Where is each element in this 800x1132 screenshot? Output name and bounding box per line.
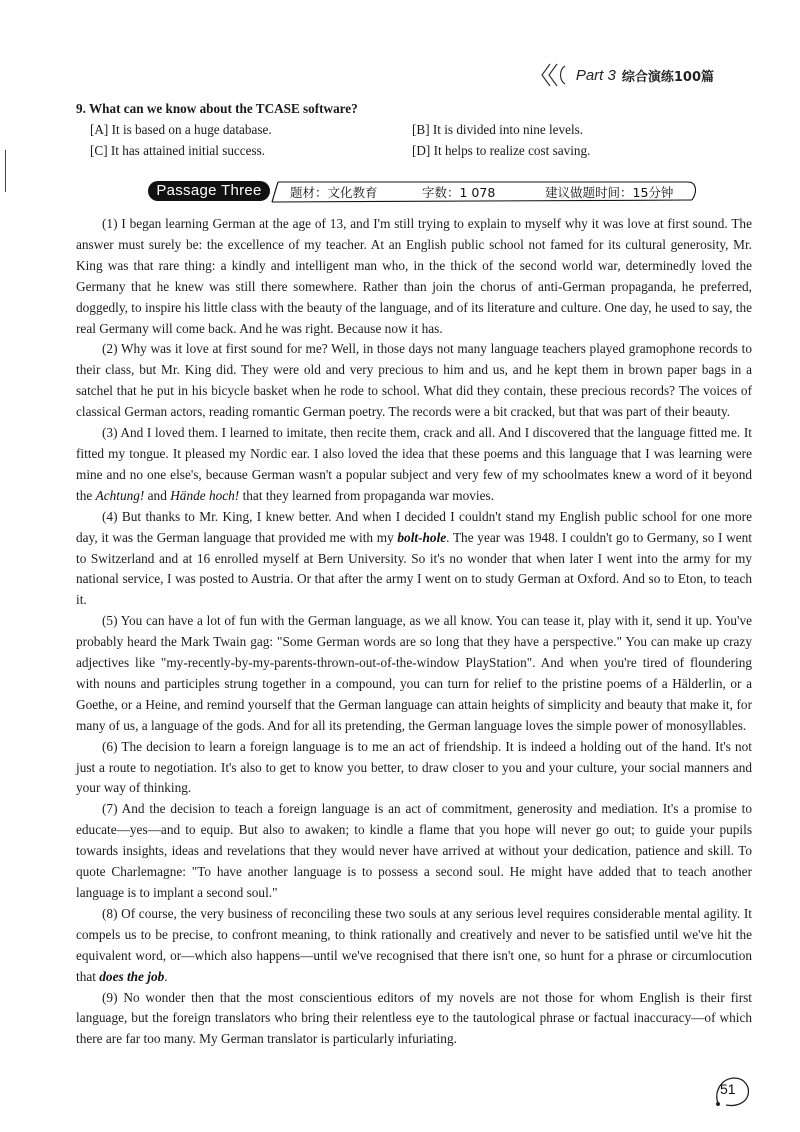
- passage-banner: [140, 178, 700, 204]
- part-label: Part 3: [575, 66, 616, 84]
- paragraph-3-text-a: (3) And I loved them. I learned to imitate, then recite them, crack and all. And I discovered that the language fitted me. It fitted my tongue. It pleased my Nordic ear. I also loved the idea that these poems and this language that I was learning were mine and no one else's, because German wasn't a popular subject and very few of my schoolmates knew a word of it beyond the: [76, 425, 752, 503]
- option-c[interactable]: [C] It has attained initial success.: [90, 143, 266, 158]
- bold-bolt-hole: bolt-hole: [397, 529, 447, 545]
- bold-does-the-job: does the job: [99, 968, 165, 984]
- passage-body: [76, 214, 752, 1050]
- question-options: [76, 122, 726, 166]
- italic-haende-hoch: Hände hoch!: [170, 487, 240, 503]
- question-stem: 9. What can we know about the TCASE software?: [76, 101, 358, 116]
- paragraph-7: (7) And the decision to teach a foreign language is an act of commitment, generosity and mediation. It's a promise to educate—yes—and to equip. But also to awaken; to kindle a flame that you hope will never go out; to guide your pupils towards insights, ideas and revelations that they would never have arrived at without your dedication, patience and skill. To quote Charlemagne: "To have another language is to possess a second soul. He might have added that to teach another language is to implant a second soul.": [76, 801, 752, 900]
- part-title: 综合演练100篇: [621, 69, 714, 85]
- running-header: [540, 62, 714, 88]
- suggested-time: 建议做题时间：15分钟: [545, 185, 674, 200]
- option-b[interactable]: [B] It is divided into nine levels.: [412, 122, 584, 137]
- paragraph-2: (2) Why was it love at first sound for me? Well, in those days not many language teachers played gramophone records to their class, but Mr. King did. They were old and very precious to him and us, and he kept them in brown paper bags in a satchel that he put in his bicycle basket when he rode to school. What did they contain, these precious records? The voices of classical German actors, reading romantic German poetry. The records were a bit cracked, but that was part of their beauty.: [76, 341, 752, 420]
- paragraph-8: [76, 904, 752, 988]
- paragraph-1: (1) I began learning German at the age of 13, and I'm still trying to explain to myself why it was love at first sound. The answer must surely be: the excellence of my teacher. At an English public school not famed for its cultural generosity, Mr. King was that rare thing: a kindly and intelligent man who, in the thick of the second world war, determinedly loved the Germany that he knew was still there somewhere. Rather than join the chorus of anti-German propaganda, he preferred, doggedly, to inspire his little class with the beauty of the language, and of its literature and culture. One day, he used to say, the real Germany will come back. And he was right. Because now it has.: [76, 216, 752, 336]
- paragraph-3-text-c: that they learned from propaganda war movies.: [239, 487, 495, 503]
- double-bracket-icon: [540, 62, 570, 88]
- paragraph-3-text-b: and: [144, 487, 171, 503]
- paragraph-4: [76, 507, 752, 612]
- question-9: [76, 101, 726, 166]
- paragraph-6: (6) The decision to learn a foreign language is to me an act of friendship. It is indeed a holding out of the hand. It's not just a route to negotiation. It's also to get to know you better, to draw closer to you and your culture, your social manners and your way of thinking.: [76, 738, 752, 796]
- word-count: 字数：1 078: [422, 185, 496, 200]
- paragraph-4-text-b: . The year was 1948. I couldn't go to Germany, so I went to Switzerland and at 16 enrolled myself at Bern University. So it's no wonder that when later I went into the army for my national service, I was posted to Austria. Or that after the army I went on to study German at Oxford. And so to Eton, to teach it.: [76, 529, 752, 608]
- paragraph-8-text-a: (8) Of course, the very business of reconciling these two souls at any serious level requires considerable mental agility. It compels us to be precise, to confront meaning, to think rationally and creatively and never to be satisfied until we've hit the equivalent word, or—which also happens—until we've recognised that there isn't one, so hunt for a phrase or circumlocution that: [76, 905, 752, 984]
- option-a[interactable]: [A] It is based on a huge database.: [90, 122, 272, 137]
- paragraph-9: (9) No wonder then that the most conscientious editors of my novels are not those for whom English is their first language, but the foreign translators who bring their relentless eye to the tautological phrase or factual inaccuracy—of which there are far too many. My German translator is particularly infuriating.: [76, 989, 752, 1047]
- paragraph-3: [76, 423, 752, 507]
- paragraph-4-text-a: (4) But thanks to Mr. King, I knew better. And when I decided I couldn't stand my English public school for one more day, it was the German language that provided me with my: [76, 508, 752, 545]
- italic-achtung: Achtung!: [95, 487, 145, 503]
- margin-rule: [5, 150, 6, 192]
- passage-topic: 题材：文化教育: [290, 185, 378, 200]
- option-d[interactable]: [D] It helps to realize cost saving.: [412, 143, 591, 158]
- page-number: 51: [720, 1081, 736, 1097]
- page-number-badge: [712, 1075, 752, 1109]
- passage-title: Passage Three: [148, 181, 270, 201]
- paragraph-8-text-b: .: [164, 968, 168, 984]
- paragraph-5: (5) You can have a lot of fun with the German language, as we all know. You can tease it, play with it, send it up. You've probably heard the Mark Twain gag: "Some German words are so long that they have a perspective." You can make up crazy adjectives like "my-recently-by-my-parents-thrown-out-of-the-window PlayStation". And when you're tired of floundering with nouns and participles strung together in a compound, you can turn for relief to the pristine poems of a Hälderlin, or a Goethe, or a Heine, and remind yourself that the German language can attain heights of simplicity and beauty that make it, for many of us, a language of the gods. And for all its pretending, the German language loves the simple power of monosyllables.: [76, 613, 752, 733]
